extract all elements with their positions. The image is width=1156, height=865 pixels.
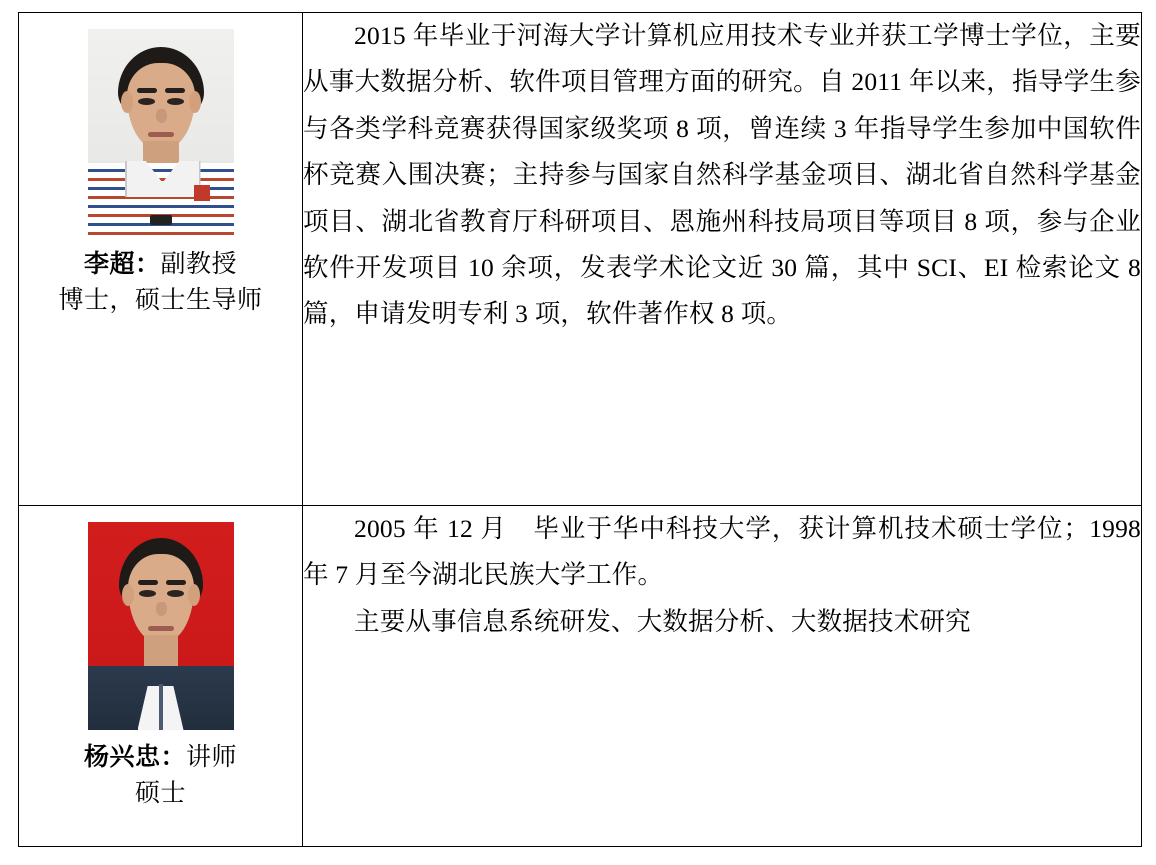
photo-cell bbox=[19, 13, 303, 506]
jacket-zipper bbox=[159, 684, 163, 730]
mouth-shape bbox=[148, 132, 174, 137]
bio-cell bbox=[303, 506, 1142, 847]
photo-caption bbox=[19, 247, 302, 320]
eye-left bbox=[138, 98, 155, 105]
ear-right bbox=[189, 91, 201, 113]
ear-left bbox=[121, 91, 133, 113]
brow-right bbox=[165, 88, 185, 93]
brow-left bbox=[137, 88, 157, 93]
nose-shape bbox=[156, 602, 167, 616]
teacher-name: 杨兴忠： bbox=[83, 744, 186, 771]
ear-right bbox=[188, 584, 200, 606]
teacher-name: 李超： bbox=[83, 251, 161, 278]
photo-caption bbox=[19, 740, 302, 813]
bio-cell bbox=[303, 13, 1142, 506]
eye-right bbox=[167, 98, 184, 105]
bio-paragraph: 2005 年 12 月 毕业于华中科技大学，获计算机技术硕士学位；1998 年 7 月至今湖北民族大学工作。 bbox=[303, 514, 1141, 590]
brow-right bbox=[166, 580, 186, 585]
caption-line-1 bbox=[19, 247, 302, 283]
neck-shape bbox=[144, 635, 178, 667]
faculty-profile-table bbox=[18, 12, 1142, 847]
photo-wrapper bbox=[19, 13, 302, 237]
eye-left bbox=[139, 590, 156, 597]
eye-right bbox=[167, 590, 184, 597]
bio-text-block bbox=[303, 506, 1141, 645]
table-row bbox=[19, 506, 1142, 847]
shirt-logo-patch bbox=[194, 185, 210, 201]
table-row bbox=[19, 13, 1142, 506]
photo-cell bbox=[19, 506, 303, 847]
portrait-photo-yang-xingzhong bbox=[88, 522, 234, 730]
portrait-photo-li-chao bbox=[88, 29, 234, 237]
caption-line-2: 博士，硕士生导师 bbox=[58, 287, 263, 315]
striped-polo-shirt bbox=[88, 163, 234, 237]
brow-left bbox=[138, 580, 158, 585]
nose-shape bbox=[156, 109, 167, 123]
caption-line-1 bbox=[19, 740, 302, 776]
bio-paragraph: 主要从事信息系统研发、大数据分析、大数据技术研究 bbox=[354, 606, 971, 636]
bio-paragraph: 2015 年毕业于河海大学计算机应用技术专业并获工学博士学位，主要从事大数据分析、软件项目管理方面的研究。自 2011 年以来，指导学生参与各类学科竞赛获得国家级奖项 8 项，曾连续 3 年指导学生参加中国软件杯竞赛入围决赛；主持参与国家自然科学基金项目、湖北省自然科学基金项目、湖北省教育厅科研项目、恩施州科技局项目等项目 8 项，参与企业软件开发项目 10 余项，发表学术论文近 30 篇，其中 SCI、EI 检索论文 8 篇，申请发明专利 3 项，软件著作权 8 项。 bbox=[303, 21, 1141, 329]
photo-wrapper bbox=[19, 506, 302, 730]
ear-left bbox=[122, 584, 134, 606]
teacher-title: 副教授 bbox=[160, 251, 238, 278]
bio-text-block bbox=[303, 13, 1141, 338]
brand-logo-icon bbox=[150, 215, 172, 225]
mouth-shape bbox=[148, 626, 174, 631]
caption-line-2: 硕士 bbox=[134, 780, 186, 808]
teacher-title: 讲师 bbox=[186, 744, 238, 771]
